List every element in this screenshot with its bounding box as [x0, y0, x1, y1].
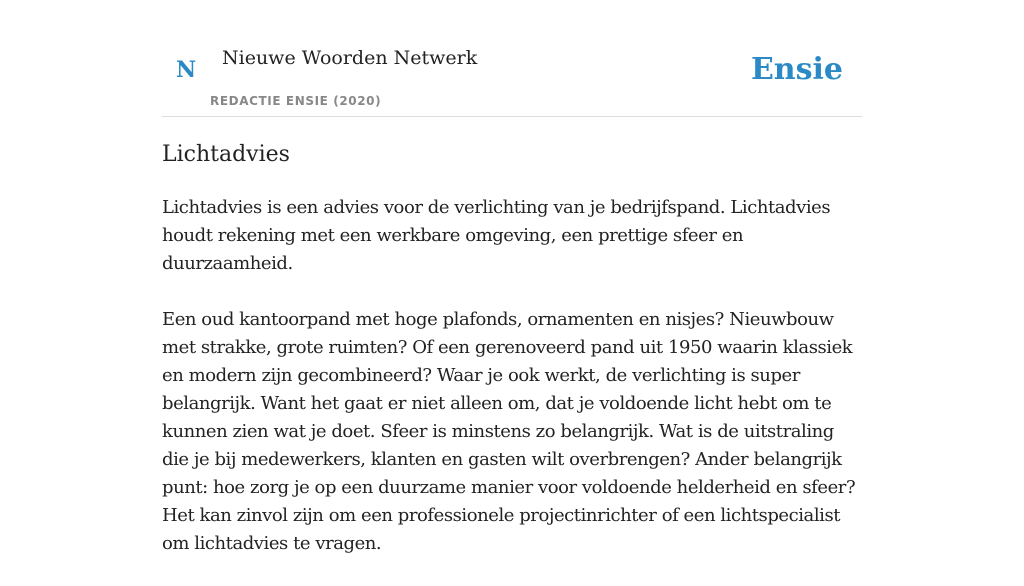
- brand-logo[interactable]: Ensie: [750, 52, 843, 87]
- page-header: [162, 0, 862, 117]
- article: [162, 140, 862, 586]
- article-title: Lichtadvies: [162, 142, 290, 167]
- source-label: REDACTIE ENSIE (2020): [210, 94, 382, 108]
- article-paragraph: Een oud kantoorpand met hoge plafonds, ornamenten en nisjes? Nieuwbouw met strakke, grote ruimten? Of een gerenoveerd pand uit 1950 waarin klassiek en modern zijn gecombineerd? Waar je ook werkt, de verlichting is super belangrijk. Want het gaat er niet alleen om, dat je voldoende licht hebt om te kunnen zien wat je doet. Sfeer is minstens zo belangrijk. Wat is de uitstraling die je bij medewerkers, klanten en gasten wilt overbrengen? Ander belangrijk punt: hoe zorg je op een duurzame manier voor voldoende helderheid en sfeer? Het kan zinvol zijn om een professionele projectinrichter of een lichtspecialist om lichtadvies te vragen.: [162, 309, 856, 554]
- article-paragraph: Lichtadvies is een advies voor de verlichting van je bedrijfspand. Lichtadvies houdt rekening met een werkbare omgeving, een prettige sfeer en duurzaamheid.: [162, 197, 831, 274]
- network-logo[interactable]: N: [176, 57, 197, 83]
- site-title[interactable]: Nieuwe Woorden Netwerk: [222, 47, 478, 69]
